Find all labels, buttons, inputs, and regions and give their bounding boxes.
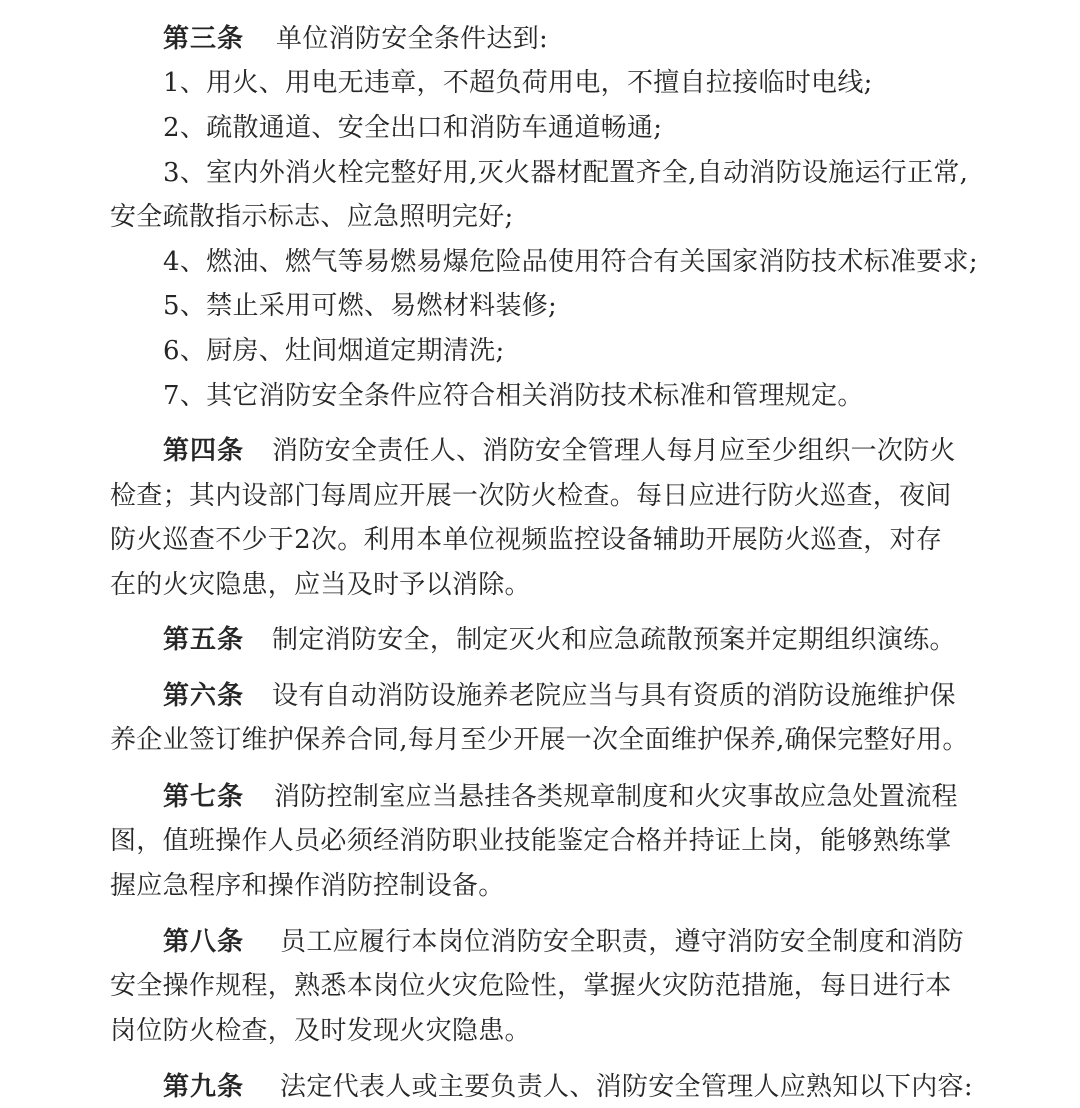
article-7-text-1: 消防控制室应当悬挂各类规章制度和火灾事故应急处置流程 — [274, 782, 958, 812]
article-3-title: 单位消防安全条件达到: — [276, 24, 549, 54]
article-9-heading: 第九条 — [163, 1072, 245, 1102]
article-3-item-3-cont: 安全疏散指示标志、应急照明完好; — [110, 202, 514, 232]
article-7-heading: 第七条 — [163, 782, 245, 812]
article-3-item-4: 4、燃油、燃气等易燃易爆危险品使用符合有关国家消防技术标准要求; — [163, 247, 978, 277]
article-9-text-1: 法定代表人或主要负责人、消防安全管理人应熟知以下内容: — [280, 1072, 973, 1102]
article-8-line-2: 安全操作规程，熟悉本岗位火灾危险性，掌握火灾防范措施，每日进行本 — [110, 971, 952, 1001]
article-3-item-7: 7、其它消防安全条件应符合相关消防技术标准和管理规定。 — [163, 381, 864, 411]
article-4-line-3: 防火巡查不少于2次。利用本单位视频监控设备辅助开展防火巡查，对存 — [110, 525, 943, 555]
article-3-item-6: 6、厨房、灶间烟道定期清洗; — [163, 336, 505, 366]
article-7-line-3: 握应急程序和操作消防控制设备。 — [110, 871, 505, 901]
article-6-line-2: 养企业签订维护保养合同,每月至少开展一次全面维护保养,确保完整好用。 — [110, 725, 969, 755]
article-4-line-4: 在的火灾隐患，应当及时予以消除。 — [110, 570, 531, 600]
article-3-heading: 第三条 — [163, 24, 245, 54]
article-8-heading: 第八条 — [163, 927, 245, 957]
article-5-heading: 第五条 — [163, 625, 245, 655]
article-8-line-1 — [163, 927, 964, 957]
article-8-text-1: 员工应履行本岗位消防安全职责，遵守消防安全制度和消防 — [280, 927, 964, 957]
article-7-line-1 — [163, 782, 958, 812]
article-6-line-1 — [163, 681, 956, 711]
article-3-item-2: 2、疏散通道、安全出口和消防车通道畅通; — [163, 113, 663, 143]
article-3-heading-line — [163, 24, 548, 54]
article-3-item-5: 5、禁止采用可燃、易燃材料装修; — [163, 291, 558, 321]
article-6-heading: 第六条 — [163, 681, 245, 711]
article-4-line-1 — [163, 436, 956, 466]
article-3-item-1: 1、用火、用电无违章，不超负荷用电，不擅自拉接临时电线; — [163, 68, 873, 98]
article-4-line-2: 检查；其内设部门每周应开展一次防火检查。每日应进行防火巡查，夜间 — [110, 481, 952, 511]
article-3-item-3: 3、室内外消火栓完整好用,灭火器材配置齐全,自动消防设施运行正常, — [163, 158, 969, 188]
article-5-text-1: 制定消防安全，制定灭火和应急疏散预案并定期组织演练。 — [272, 625, 956, 655]
article-4-heading: 第四条 — [163, 436, 245, 466]
article-9-line-1 — [163, 1072, 973, 1102]
article-6-text-1: 设有自动消防设施养老院应当与具有资质的消防设施维护保 — [272, 681, 956, 711]
article-5-line-1 — [163, 625, 956, 655]
article-8-line-3: 岗位防火检查，及时发现火灾隐患。 — [110, 1016, 531, 1046]
article-7-line-2: 图，值班操作人员必须经消防职业技能鉴定合格并持证上岗，能够熟练掌 — [110, 826, 952, 856]
article-4-text-1: 消防安全责任人、消防安全管理人每月应至少组织一次防火 — [272, 436, 956, 466]
